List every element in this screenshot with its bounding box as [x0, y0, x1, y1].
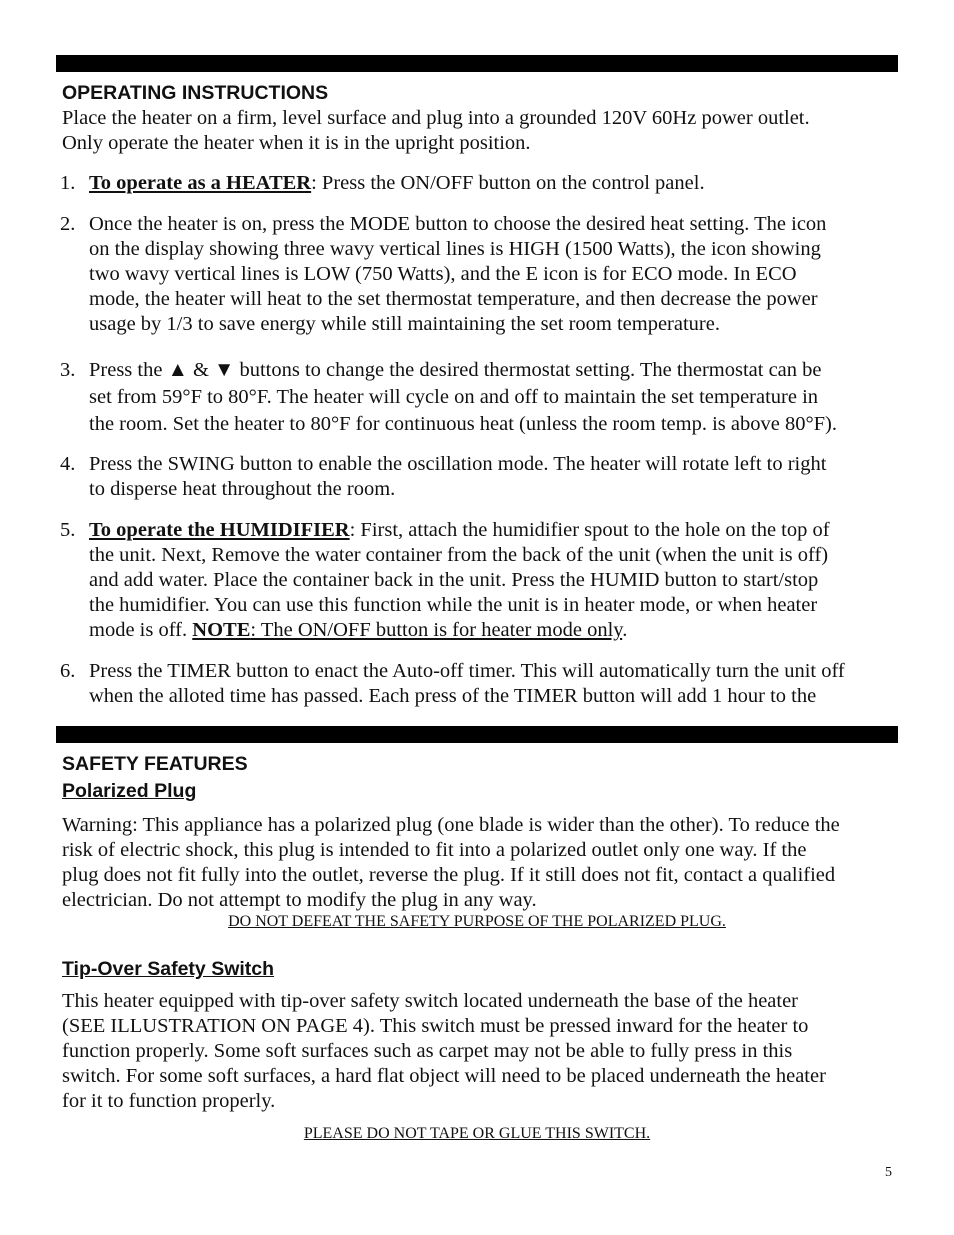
- list-text: Press the ▲ & ▼ buttons to change the desired thermostat setting. The thermostat can be set from 59°F to 80°F. The heater will cycle on and off to maintain the set temperature in the room. Set the heater to 80°F for continuous heat (unless the room temp. is above 80°F).: [89, 359, 837, 435]
- note-text: : The ON/OFF button is for heater mode only: [250, 619, 623, 641]
- note: [192, 619, 622, 641]
- safety-features-heading: SAFETY FEATURES: [62, 753, 248, 775]
- polarized-plug-heading: Polarized Plug: [62, 780, 197, 802]
- list-text: [89, 171, 899, 196]
- list-number: 6.: [60, 660, 76, 682]
- list-number: 3.: [60, 359, 76, 381]
- note-tail: .: [622, 619, 628, 641]
- section-divider-top: [56, 55, 898, 72]
- list-number: 1.: [60, 172, 76, 194]
- humidifier-text: : First, attach the humidifier spout to the hole on the top of the unit. Next, Remove the water container from the back of the unit (when the unit is off) and add water. Place the container back in the unit. Press the HUMID button to start/stop the humidifier. You can use this function while the unit is in heater mode, or when heater mode is off.: [89, 519, 830, 641]
- tip-over-heading: Tip-Over Safety Switch: [62, 958, 275, 980]
- operating-instructions-heading: OPERATING INSTRUCTIONS: [62, 82, 329, 104]
- list-text: Once the heater is on, press the MODE button to choose the desired heat setting. The icon on the display showing three wavy vertical lines is HIGH (1500 Watts), the icon showing two wavy vertical lines is LOW (750 Watts), and the E icon is for ECO mode. In ECO mode, the heater will heat to the set thermostat temperature, and then decrease the power usage by 1/3 to save energy while still maintaining the set room temperature.: [89, 213, 827, 335]
- heater-text: : Press the ON/OFF button on the control panel.: [311, 172, 705, 194]
- list-number: 4.: [60, 453, 76, 475]
- heater-lead: To operate as a HEATER: [89, 172, 312, 194]
- tip-over-warning: PLEASE DO NOT TAPE OR GLUE THIS SWITCH.: [303, 1125, 651, 1142]
- list-number: 5.: [60, 519, 76, 541]
- list-number: 2.: [60, 213, 76, 235]
- page-number: 5: [885, 1165, 892, 1180]
- list-text: Press the TIMER button to enact the Auto-off timer. This will automatically turn the unit off when the alloted time has passed. Each press of the TIMER button will add 1 hour to the: [89, 660, 845, 707]
- list-text: [89, 518, 899, 643]
- note-label: NOTE: [192, 619, 251, 641]
- polarized-plug-warning: DO NOT DEFEAT THE SAFETY PURPOSE OF THE POLARIZED PLUG.: [228, 913, 726, 930]
- list-text: Press the SWING button to enable the oscillation mode. The heater will rotate left to right to disperse heat throughout the room.: [89, 453, 827, 500]
- tip-over-text: This heater equipped with tip-over safety switch located underneath the base of the heater (SEE ILLUSTRATION ON PAGE 4). This switch must be pressed inward for the heater to function properly. Some soft surfaces such as carpet may not be able to fully press in this switch. For some soft surfaces, a hard flat object will need to be placed underneath the heater for it to function properly.: [62, 990, 826, 1112]
- polarized-plug-text: Warning: This appliance has a polarized plug (one blade is wider than the other). To reduce the risk of electric shock, this plug is intended to fit into a polarized outlet only one way. If the plug does not fit fully into the outlet, reverse the plug. If it still does not fit, contact a qualified electrician. Do not attempt to modify the plug in any way.: [62, 814, 840, 911]
- operating-intro: Place the heater on a firm, level surface and plug into a grounded 120V 60Hz power outlet. Only operate the heater when it is in the upright position.: [62, 107, 810, 154]
- humidifier-lead: To operate the HUMIDIFIER: [89, 519, 350, 541]
- section-divider-middle: [56, 726, 898, 743]
